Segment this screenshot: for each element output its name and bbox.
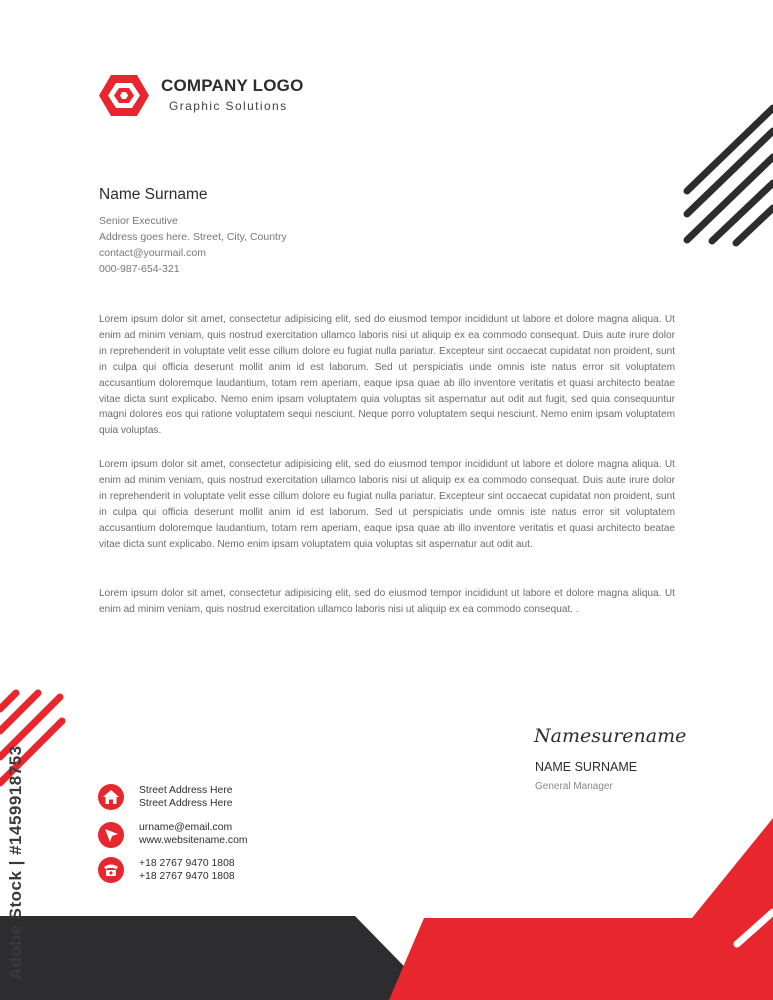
contact-web <box>139 821 248 847</box>
body-paragraph-2: Lorem ipsum dolor sit amet, consectetur adipisicing elit, sed do eiusmod tempor incididunt ut labore et dolore magna aliqua. Ut enim ad minim veniam, quis nostrud exercitation ullamco laboris nisi ut aliquip ex ea commodo consequat. Duis aute irure dolor in reprehenderit in voluptate velit esse cillum dolore eu fugiat nulla pariatur. Excepteur sint occaecat cupidatat non proident, sunt in culpa qui officia deserunt mollit anim id est laborum. Sed ut perspiciatis unde omnis iste natus error sit voluptatem accusantium doloremque laudantium, totam rem aperiam, eaque ipsa quae ab illo inventore veritatis et quasi architecto beatae vitae dicta sunt explicabo. Nemo enim ipsam voluptatem quia voluptas sit aspernatur aut odit aut. <box>99 459 675 550</box>
sender-name: Name Surname <box>99 186 208 203</box>
sender-position: Senior Executive <box>99 215 178 227</box>
watermark-side-text: Adobe Stock | #1459918753 <box>6 745 25 980</box>
sender-phone: 000-987-654-321 <box>99 263 180 275</box>
home-icon <box>98 784 124 810</box>
contact-email-link[interactable]: urname@email.com <box>139 822 233 833</box>
contact-website-link[interactable]: www.websitename.com <box>139 835 248 846</box>
address-line-1: Street Address Here <box>139 785 233 796</box>
logo-subtitle: Graphic Solutions <box>169 99 288 113</box>
body-paragraph-1: Lorem ipsum dolor sit amet, consectetur adipisicing elit, sed do eiusmod tempor incididunt ut labore et dolore magna aliqua. Ut enim ad minim veniam, quis nostrud exercitation ullamco laboris nisi ut aliquip ex ea commodo consequat. Duis aute irure dolor in reprehenderit in voluptate velit esse cillum dolore eu fugiat nulla pariatur. Excepteur sint occaecat cupidatat non proident, sunt in culpa qui officia deserunt mollit anim id est laborum. Sed ut perspiciatis unde omnis iste natus error sit voluptatem accusantium doloremque laudantium, totam rem aperiam, eaque ipsa quae ab illo inventore veritatis et quasi architecto beatae vitae dicta sunt explicabo. Nemo enim ipsam voluptatem quia voluptas sit aspernatur aut odit aut fugit, sed quia consequuntur magni dolores eos qui ratione voluptatem sequi nesciunt. Neque porro voluptatem sequi nesciunt. Nemo enim ipsam voluptatem quia voluptas. <box>99 314 675 437</box>
footer-dark-shape <box>0 916 437 1000</box>
contact-address <box>139 784 233 810</box>
body-paragraph-3: Lorem ipsum dolor sit amet, consectetur adipisicing elit, sed do eiusmod tempor incididunt ut labore et dolore magna aliqua. Ut enim ad minim veniam, quis nostrud exercitation ullamco laboris nisi ut aliquip ex ea commodo consequat. . <box>99 588 675 615</box>
send-icon <box>98 822 124 848</box>
signature-script: Namesurename <box>534 725 687 747</box>
phone-line-1: +18 2767 9470 1808 <box>139 858 235 869</box>
phone-icon <box>98 857 124 883</box>
address-line-2: Street Address Here <box>139 798 233 809</box>
logo-title: COMPANY LOGO <box>161 76 304 95</box>
phone-line-2: +18 2767 9470 1808 <box>139 871 235 882</box>
sender-address: Address goes here. Street, City, Country <box>99 231 287 243</box>
top-right-stripes <box>687 108 773 243</box>
sender-email[interactable]: contact@yourmail.com <box>99 247 206 259</box>
signature-name: NAME SURNAME <box>535 760 638 774</box>
signature-title: General Manager <box>535 781 613 792</box>
footer-red-shape <box>389 818 773 1000</box>
contact-phone <box>139 857 235 883</box>
hexagon-logo-icon <box>98 73 150 118</box>
